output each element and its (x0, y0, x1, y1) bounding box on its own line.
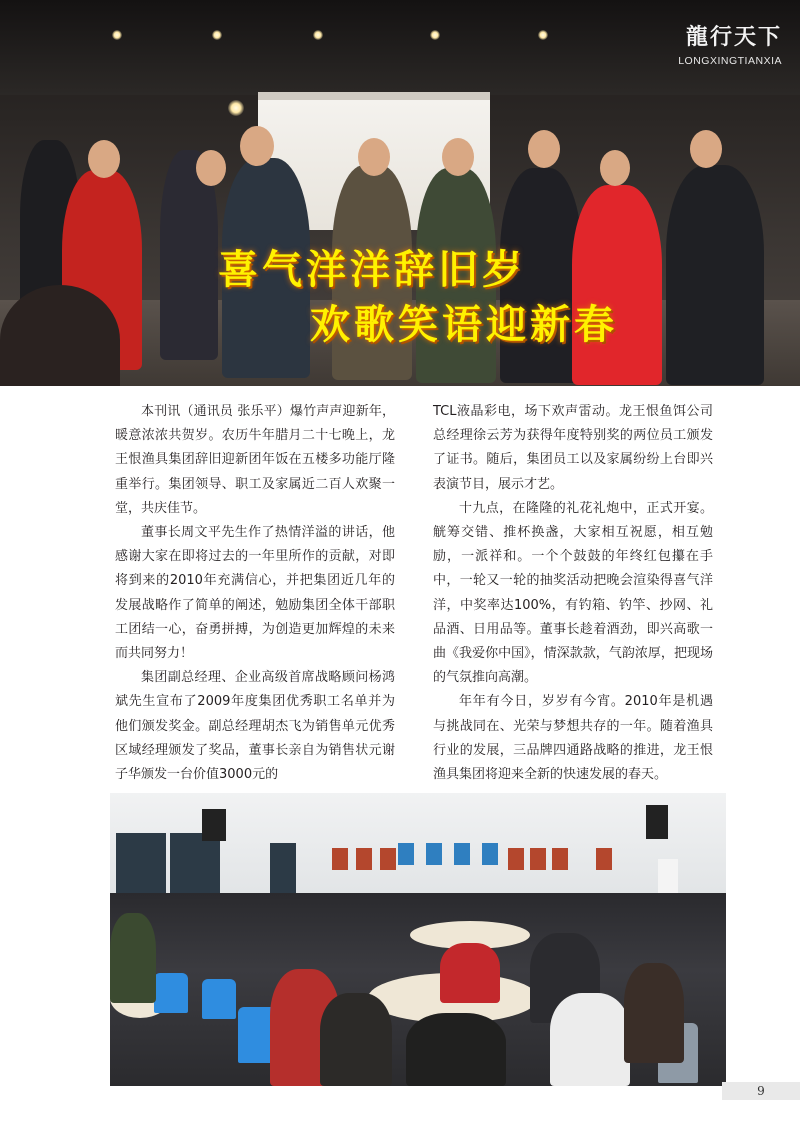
wall-plaque (552, 848, 568, 870)
banner-line-2: 欢歌笑语迎新春 (310, 301, 618, 348)
hall-window (270, 843, 296, 898)
article-column-right (433, 400, 713, 787)
wall-board (482, 843, 498, 865)
person-head (358, 138, 390, 176)
brand-title: 龍行天下 (685, 24, 782, 50)
article-paragraph: 集团副总经理、企业高级首席战略顾问杨鸿斌先生宣布了2009年度集团优秀职工名单并为他们颁发奖金。副总经理胡杰飞为销售单元优秀区域经理颁发了奖品，董事长亲自为销售状元谢子华颁发一台价值3000元的 (115, 670, 395, 783)
guest (624, 963, 684, 1063)
speaker (202, 809, 226, 841)
article-paragraph-continued: TCL液晶彩电，场下欢声雷动。龙王恨鱼饵公司总经理徐云芳为获得年度特别奖的两位员工颁发了证书。随后，集团员工以及家属纷纷上台即兴表演节目，展示才艺。 (433, 404, 713, 492)
guest (110, 913, 156, 1003)
person (666, 165, 764, 385)
article-paragraph: 年年有今日，岁岁有今宵。2010年是机遇与挑战同在、光荣与梦想共存的一年。随着渔具行业的发展，三品牌四通路战略的推进，龙王恨渔具集团将迎来全新的快速发展的春天。 (433, 694, 713, 783)
person-head (196, 150, 226, 186)
ceiling-light (228, 100, 244, 116)
person-head (528, 130, 560, 168)
ceiling-light (212, 30, 222, 40)
guest (440, 943, 500, 1003)
wall-plaque (508, 848, 524, 870)
wall-plaque (380, 848, 396, 870)
ceiling-light (430, 30, 440, 40)
ceiling-light (112, 30, 122, 40)
wall-board (454, 843, 470, 865)
wall-plaque (356, 848, 372, 870)
article-paragraph: 本刊讯（通讯员 张乐平）爆竹声声迎新年，暖意浓浓共贺岁。农历牛年腊月二十七晚上，龙王恨渔具集团辞旧迎新团年饭在五楼多功能厅隆重举行。集团领导、职工及家属近二百人欢聚一堂，共庆佳节。 (115, 404, 395, 516)
guest (550, 993, 630, 1086)
person-head (690, 130, 722, 168)
page-number: 9 (722, 1082, 800, 1100)
wall-plaque (596, 848, 612, 870)
bottom-photo-banquet (110, 793, 726, 1086)
wall-plaque (332, 848, 348, 870)
wall-plaque (530, 848, 546, 870)
person-head (240, 126, 274, 166)
person-head (88, 140, 120, 178)
person-head (600, 150, 630, 186)
blue-chair (202, 979, 236, 1019)
top-photo-toast (0, 0, 800, 386)
article-paragraph: 董事长周文平先生作了热情洋溢的讲话，他感谢大家在即将过去的一年里所作的贡献，对即将到来的2010年充满信心，并把集团近几年的发展战略作了简单的阐述，勉励集团全体干部职工团结一心，奋勇拼搏，为创造更加辉煌的未来而共同努力！ (115, 525, 395, 662)
ceiling-light (538, 30, 548, 40)
guest (406, 1013, 506, 1086)
wall-board (426, 843, 442, 865)
foreground-head (0, 285, 120, 386)
person-head (442, 138, 474, 176)
speaker (646, 805, 668, 839)
guest (320, 993, 392, 1086)
magazine-brand (640, 20, 800, 84)
person (572, 185, 662, 385)
banner-line-1: 喜气洋洋辞旧岁 (218, 246, 526, 293)
article-column-left (115, 400, 395, 787)
ceiling-light (313, 30, 323, 40)
blue-chair (154, 973, 188, 1013)
wall-board (398, 843, 414, 865)
article-paragraph: 十九点，在隆隆的礼花礼炮中，正式开宴。觥筹交错、推杯换盏，大家相互祝愿，相互勉励，一派祥和。一个个鼓鼓的年终红包攥在手中，一轮又一轮的抽奖活动把晚会渲染得喜气洋洋，中奖率达100%，有钓箱、钓竿、抄网、礼品酒、日用品等。董事长趁着酒劲，即兴高歌一曲《我爱你中国》，情深款款，气韵浓厚，把现场的气氛推向高潮。 (433, 500, 713, 686)
brand-subtitle: LONGXINGTIANXIA (678, 55, 782, 67)
